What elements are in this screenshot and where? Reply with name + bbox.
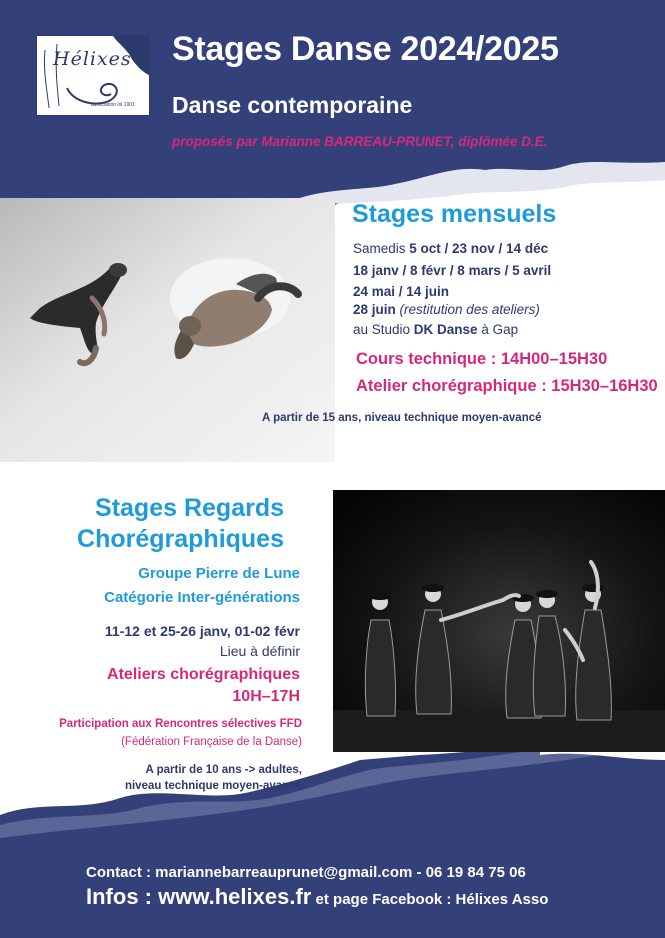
venue-name: DK Danse (413, 322, 478, 337)
regards-heading-line1: Stages Regards (95, 494, 284, 522)
venue-prefix: au Studio (353, 322, 414, 337)
helixes-logo (36, 35, 150, 116)
regards-age-1: A partir de 10 ans -> adultes, (145, 764, 302, 776)
regards-ateliers: Ateliers chorégraphiques (107, 666, 300, 683)
regards-age-2: niveau technique moyen-avancé (124, 780, 302, 792)
monthly-dates-line4 (353, 302, 540, 317)
regards-place: Lieu à définir (219, 643, 300, 659)
contact-line: Contact : mariannebarreauprunet@gmail.com - 06 19 84 75 06 (86, 864, 526, 881)
regards-heading (24, 493, 284, 555)
regards-category: Catégorie Inter-générations (104, 589, 300, 606)
regards-participation: Participation aux Rencontres sélectives FFD (59, 718, 302, 730)
infos-label: Infos : (86, 884, 159, 909)
logo-subtitle: association loi 1901 (91, 102, 135, 108)
tagline: proposés par Marianne BARREAU-PRUNET, diplômée D.E. (172, 134, 548, 149)
regards-hours: 10H–17H (232, 688, 300, 705)
facebook-text: et page Facebook : Hélixes Asso (311, 891, 549, 908)
regards-group: Groupe Pierre de Lune (138, 565, 300, 582)
monthly-level: A partir de 15 ans, niveau technique moyen-avancé (262, 412, 542, 424)
infos-line (86, 884, 548, 910)
course-time: Cours technique : 14H00–15H30 (356, 350, 608, 368)
monthly-dates-line2 (353, 263, 551, 278)
regards-dates: 11-12 et 25-26 janv, 01-02 févr (104, 623, 300, 639)
regards-heading-line2: Chorégraphiques (77, 525, 284, 553)
atelier-time: Atelier chorégraphique : 15H30–16H30 (356, 377, 658, 395)
dates-list-2: 18 janv / 8 févr / 8 mars / 5 avril (353, 263, 552, 278)
dates-prefix: Samedis (353, 241, 410, 256)
final-date: 28 juin (353, 302, 396, 317)
dates-list: 5 oct / 23 nov / 14 déc (409, 241, 549, 256)
monthly-venue (353, 322, 518, 337)
monthly-dates-line1 (353, 241, 548, 256)
stage-dancers-image (333, 490, 665, 752)
final-date-note: (restitution des ateliers) (399, 302, 540, 317)
photo-stage-dancers (333, 490, 665, 752)
venue-suffix: à Gap (477, 322, 519, 337)
dates-list-3: 24 mai / 14 juin (353, 284, 450, 299)
monthly-dates-line3 (353, 284, 449, 299)
logo-name: Hélixes (53, 48, 132, 70)
regards-federation: (Fédération Française de la Danse) (121, 736, 302, 748)
monthly-heading: Stages mensuels (352, 200, 557, 228)
website-link[interactable]: www.helixes.fr (158, 884, 312, 909)
page-subtitle: Danse contemporaine (172, 92, 413, 118)
page-title: Stages Danse 2024/2025 (172, 30, 559, 68)
